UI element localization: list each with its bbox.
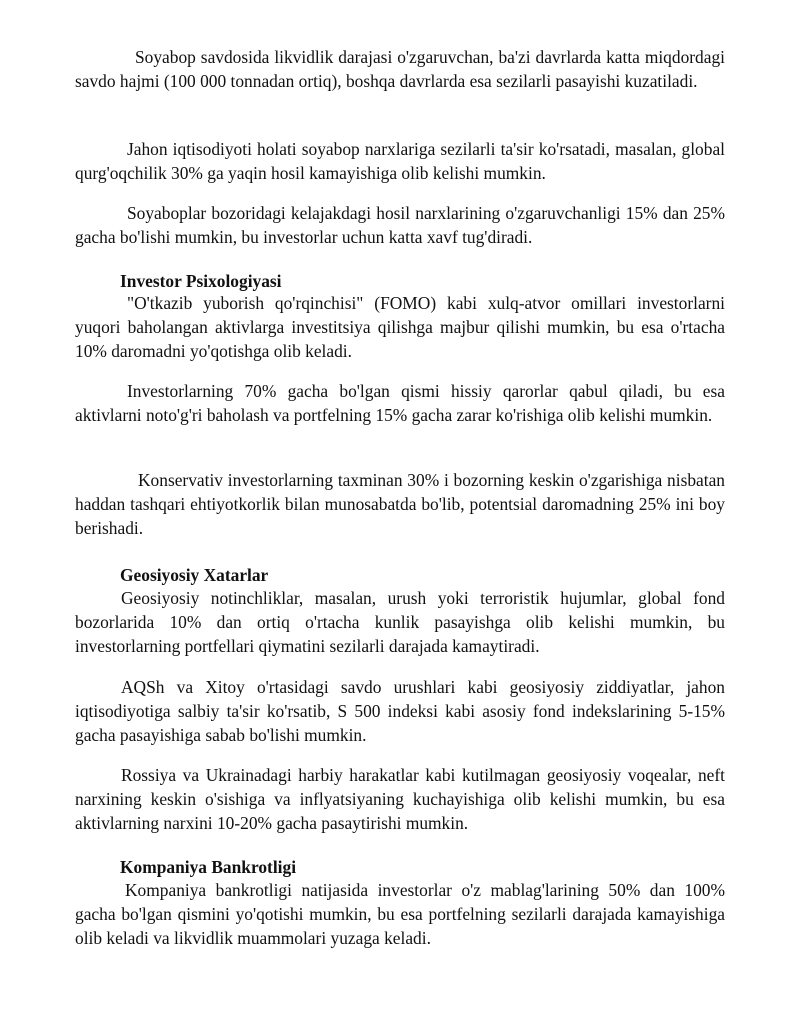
paragraph-text: Konservativ investorlarning taxminan 30% i bozorning keskin o'zgarishiga nisbatan haddan tashqari ehtiyotkorlik bilan munosabatda bo'lib, potentsial daromadning 25% ini boy berishadi. (75, 470, 725, 538)
paragraph (75, 468, 725, 540)
paragraph (75, 878, 725, 950)
paragraph (75, 763, 725, 835)
paragraph-text: AQSh va Xitoy o'rtasidagi savdo urushlari kabi geosiyosiy ziddiyatlar, jahon iqtisodiyotiga salbiy ta'sir ko'rsatib, S 500 indeksi kabi asosiy fond indekslarining 5-15% gacha pasayishiga sabab bo'lishi mumkin. (75, 677, 725, 745)
paragraph (75, 586, 725, 658)
paragraph (75, 675, 725, 747)
paragraph-text: Rossiya va Ukrainadagi harbiy harakatlar kabi kutilmagan geosiyosiy voqealar, neft narxining keskin o'sishiga va inflyatsiyaning kuchayishiga olib kelishi mumkin, bu esa aktivlarning narxini 10-20% gacha pasaytirishi mumkin. (75, 765, 725, 833)
paragraph (75, 291, 725, 363)
paragraph (75, 137, 725, 185)
paragraph-text: Investorlarning 70% gacha bo'lgan qismi hissiy qarorlar qabul qiladi, bu esa aktivlarni noto'g'ri baholash va portfelning 15% gacha zarar ko'rishiga olib kelishi mumkin. (75, 381, 725, 425)
section-heading-geopolitics: Geosiyosiy Xatarlar (120, 565, 269, 585)
section-heading-psychology: Investor Psixologiyasi (120, 271, 282, 291)
paragraph-text: Soyaboplar bozoridagi kelajakdagi hosil narxlarining o'zgaruvchanligi 15% dan 25% gacha bo'lishi mumkin, bu investorlar uchun katta xavf tug'diradi. (75, 203, 725, 247)
paragraph-text: Jahon iqtisodiyoti holati soyabop narxlariga sezilarli ta'sir ko'rsatadi, masalan, global qurg'oqchilik 30% ga yaqin hosil kamayishiga olib kelishi mumkin. (75, 139, 725, 183)
paragraph-text: "O'tkazib yuborish qo'rqinchisi" (FOMO) kabi xulq-atvor omillari investorlarni yuqori baholangan aktivlarga investitsiya qilishga majbur qilishi mumkin, bu esa o'rtacha 10% daromadni yo'qotishga olib keladi. (75, 293, 725, 361)
paragraph (75, 379, 725, 427)
paragraph-text: Kompaniya bankrotligi natijasida investorlar o'z mablag'larining 50% dan 100% gacha bo'lgan qismini yo'qotishi mumkin, bu esa portfelning sezilarli darajada kamayishiga olib keladi va likvidlik muammolari yuzaga keladi. (75, 880, 725, 948)
paragraph-text: Soyabop savdosida likvidlik darajasi o'zgaruvchan, ba'zi davrlarda katta miqdordagi savdo hajmi (100 000 tonnadan ortiq), boshqa davrlarda esa sezilarli pasayishi kuzatiladi. (75, 47, 725, 91)
paragraph (75, 201, 725, 249)
section-heading-bankruptcy: Kompaniya Bankrotligi (120, 857, 297, 877)
paragraph-text: Geosiyosiy notinchliklar, masalan, urush yoki terroristik hujumlar, global fond bozorlarida 10% dan ortiq o'rtacha kunlik pasayishga olib kelishi mumkin, bu investorlarning portfellari qiymatini sezilarli darajada kamaytiradi. (75, 588, 725, 656)
paragraph (75, 45, 725, 93)
